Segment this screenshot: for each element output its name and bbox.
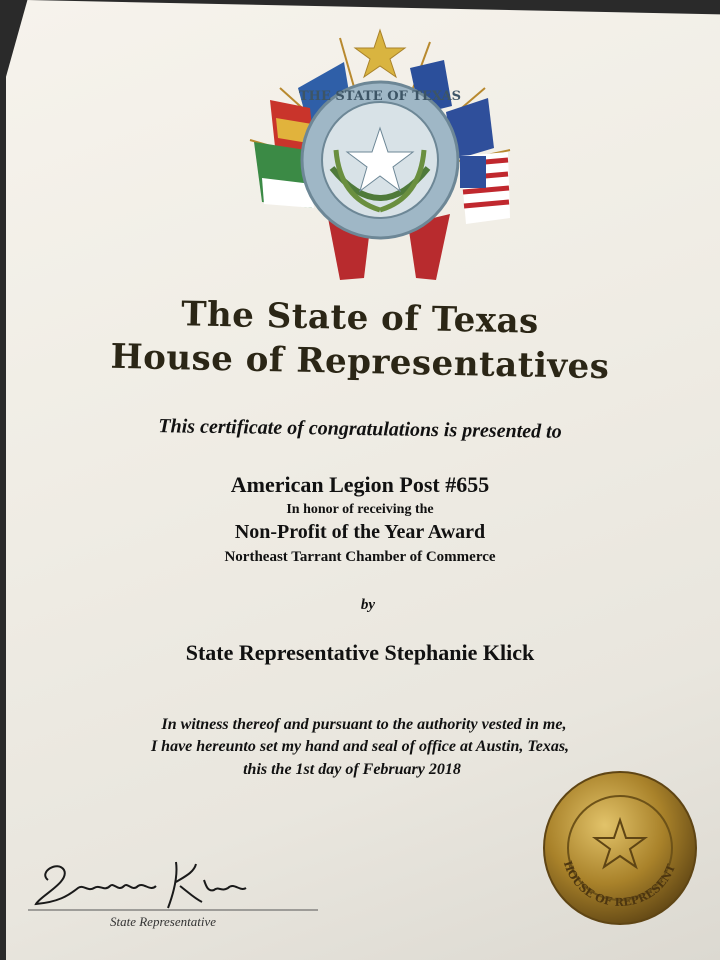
recipient-name: American Legion Post #655 (230, 472, 490, 497)
witness-line-2: I have hereunto set my hand and seal of office at Austin, Texas, (150, 738, 570, 755)
representative-name: State Representative Stephanie Klick (185, 640, 535, 665)
seal-text: HOUSE OF REPRESENT (560, 859, 679, 910)
witness-line-1: In witness thereof and pursuant to the authority vested in me, (161, 716, 567, 733)
title-state-of-texas: The State of Texas (180, 294, 540, 342)
honor-line: In honor of receiving the (286, 502, 434, 517)
award-name: Non-Profit of the Year Award (234, 521, 486, 543)
gold-house-seal (540, 768, 700, 928)
by-label: by (360, 597, 376, 613)
emblem-text: THE STATE OF TEXAS (299, 89, 461, 104)
handwritten-signature (28, 852, 328, 922)
witness-line-3: this the 1st day of February 2018 (243, 761, 461, 778)
presentation-intro: This certificate of congratulations is presented to (158, 415, 562, 443)
title-house-of-representatives: House of Representatives (110, 336, 610, 388)
texas-emblem-with-six-flags (240, 28, 520, 288)
presenting-organization: Northeast Tarrant Chamber of Commerce (224, 549, 496, 565)
signature-title: State Representative (110, 914, 217, 929)
